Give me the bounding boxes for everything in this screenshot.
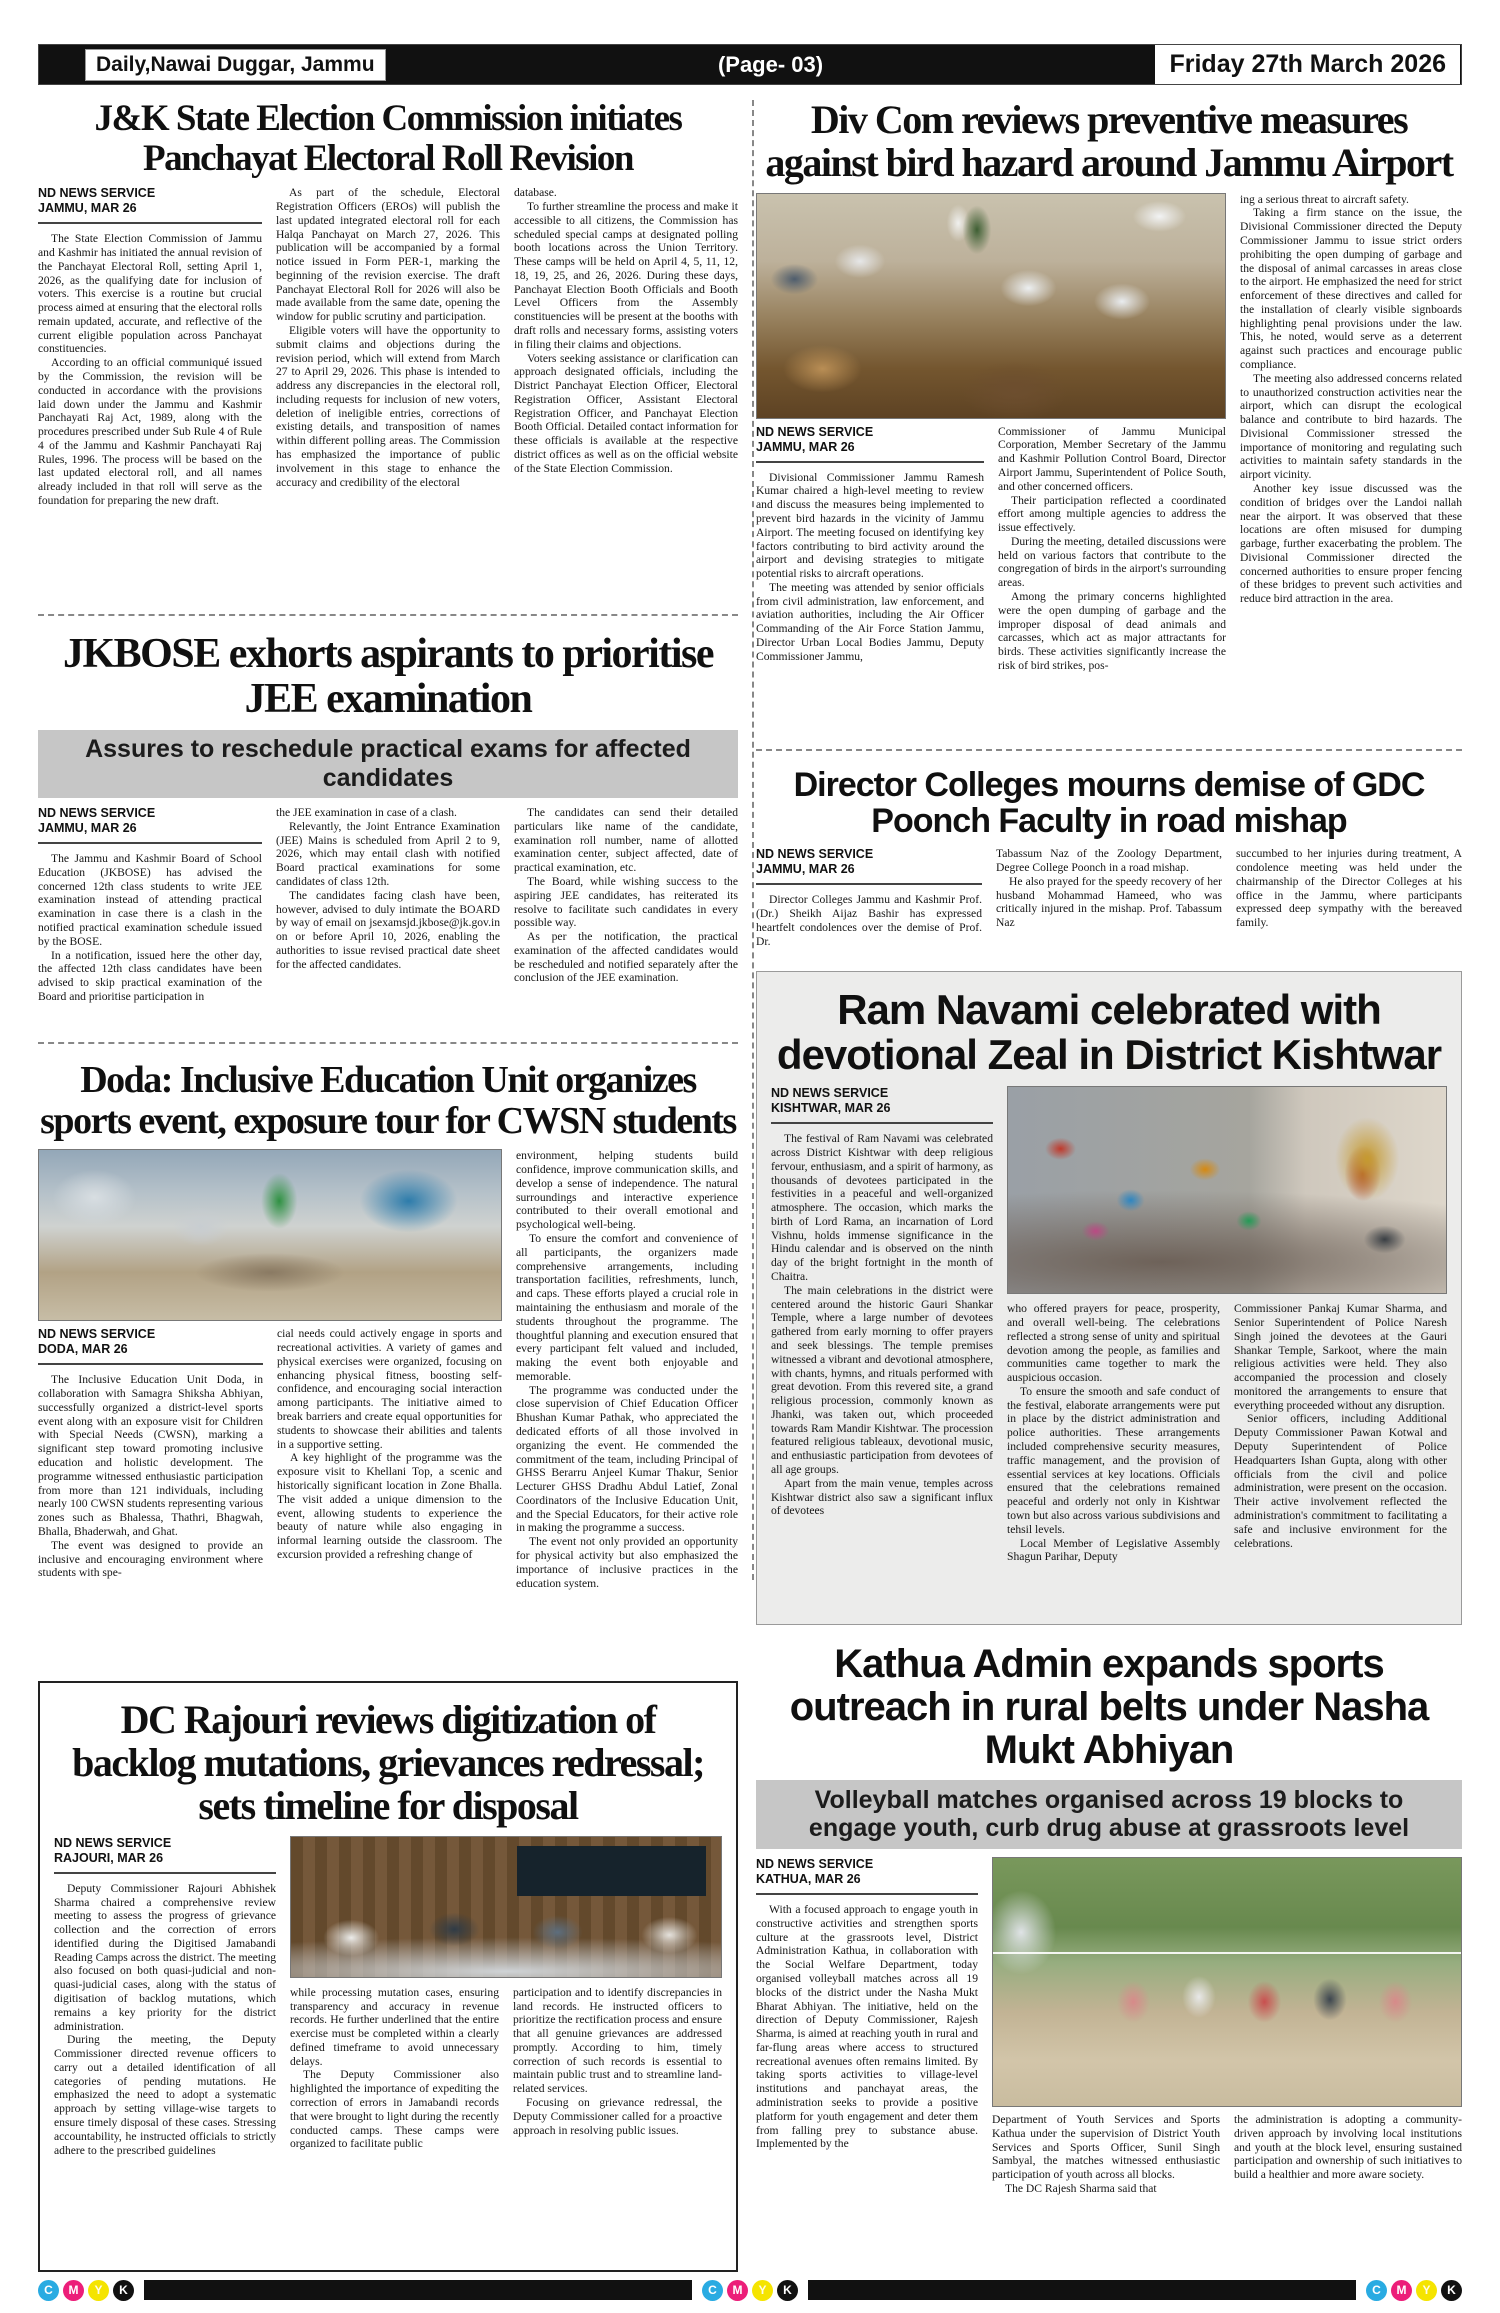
paragraph: ing a serious threat to aircraft safety. <box>1240 192 1409 206</box>
headline: DC Rajouri reviews digitization of backlog mutations, grievances redressal; sets timeline for disposal <box>72 1697 704 1828</box>
text-column <box>1240 193 1462 741</box>
black-mark-icon: K <box>113 2280 134 2301</box>
yellow-mark-icon: Y <box>88 2280 109 2301</box>
print-registration-footer <box>0 2272 1500 2313</box>
article-text <box>756 471 984 664</box>
article-text <box>756 1903 978 2151</box>
paragraph: According to an official communiqué issued by the Commission, the revision will be conducted in accordance with the provisions laid down under the Jammu and Kashmir Panchayati Raj Act, 1989, along with the procedures prescribed under Sub Rule 4 of Rule 4 of the Jammu and Kashmir Panchayati Raj Rules, 1996. The process will be based on the last updated electoral roll, and all names already included in that roll will serve as the foundation for preparing the new draft. <box>38 356 262 507</box>
paragraph: Divisional Commissioner Jammu Ramesh Kumar chaired a high-level meeting to review and discuss the measures being implemented to prevent bird hazards in the vicinity of Jammu Airport. The meeting focused on identifying key factors contributing to bird activity around the airport and devising strategies to mitigate potential risks to aircraft operations. <box>756 470 984 581</box>
text-column <box>514 806 738 1034</box>
text-column <box>290 1986 499 2200</box>
byline <box>38 1327 263 1365</box>
edition-date: Friday 27th March 2026 <box>1155 45 1460 84</box>
photo-and-text-area <box>38 1149 502 1667</box>
headline: Doda: Inclusive Education Unit organizes sports event, exposure tour for CWSN students <box>40 1059 736 1142</box>
paragraph: The State Election Commission of Jammu and Kashmir has initiated the annual revision of the Panchayat Electoral Roll, setting April 1, 2026, as the qualifying date for inclusion of voters. This exercise is a routine but crucial process aimed at ensuring that the electoral rolls remain updated, accurate, and reflective of the current eligible population across Panchayat constituencies. <box>38 232 262 356</box>
text-column <box>276 806 500 1034</box>
paragraph: Among the primary concerns highlighted were the open dumping of garbage and the improper disposal of dead animals and carcasses, which act as major attractants for birds. These activities significantly increase the risk of bird strikes, pos- <box>998 589 1226 672</box>
paragraph: With a focused approach to engage youth in constructive activities and strengthen sports culture at the grassroots level, District Administration Kathua, in collaboration with the Social Welfare Department, today organised volleyball matches across all 19 blocks of the district under the Nasha Mukt Bharat Abhiyan. The initiative, held on the direction of Deputy Commissioner, Rajesh Sharma, is aimed at reaching youth in rural and far-flung areas where access to structured recreational avenues often remains limited. By taking sports activities to village-level institutions and panchayat areas, the administration seeks to provide a positive platform for youth engagement and deter them from falling prey to substance abuse. Implemented by the <box>756 1903 978 2151</box>
text-column <box>277 1327 502 1627</box>
paragraph: During the meeting, detailed discussions were held on various factors that contribute to the congregation of birds in the airport's surrounding areas. <box>998 534 1226 590</box>
text-column <box>54 1836 276 2260</box>
paragraph: Relevantly, the Joint Entrance Examination (JEE) Mains is scheduled from April 2 to 9, 2026, which may entail clash with notified Board practical examinations for some candidates of class 12th. <box>276 819 500 888</box>
text-column <box>1234 1302 1447 1614</box>
byline-agency: ND NEWS SERVICE <box>771 1086 889 1101</box>
byline-dateline: DODA, MAR 26 <box>38 1342 128 1357</box>
paragraph: Deputy Commissioner Rajouri Abhishek Sharma chaired a comprehensive review meeting to assess the progress of grievance collection and the correction of errors identified during the Digitised Jamabandi Reading Camps across the district. The meeting also focused on both quasi-judicial and non-quasi-judicial cases, along with the status of digitisation of backlog mutations, which remains a key priority for the district administration. <box>54 1881 276 2033</box>
byline-agency: ND NEWS SERVICE <box>756 1857 874 1872</box>
paragraph: To further streamline the process and make it accessible to all citizens, the Commission has scheduled special camps at designated polling booth locations across the Union Territory. These camps will be held on April 4, 5, 11, 12, 18, 19, 25, and 26, 2026. During these days, Panchayat Election Booth Officials and Booth Level Officers from the Assembly constituencies will be present at the booths with draft rolls and necessary forms, assisting voters in filing their claims and objections. <box>514 199 738 351</box>
paragraph: Director Colleges Jammu and Kashmir Prof. (Dr.) Sheikh Aijaz Bashir has expressed heartfelt condolences over the demise of Prof. Dr. <box>756 893 982 948</box>
paragraph: The meeting was attended by senior officials from civil administration, law enforcement, and aviation authorities, including the Air Officer Commanding of the Air Force Station Jammu, Director Urban Local Bodies Jammu, Deputy Commissioner Jammu, <box>756 580 984 663</box>
headline: Director Colleges mourns demise of GDC Poonch Faculty in road mishap <box>793 765 1425 840</box>
paragraph: succumbed to her injuries during treatment, A condolence meeting was held under the chairmanship of the Director Colleges at his office in the Jammu, where participants expressed deep sympathy with the bereaved family. <box>1236 847 1462 930</box>
article-text <box>756 893 982 948</box>
article-text <box>38 232 262 508</box>
column-divider <box>752 100 754 1580</box>
procession-temple-photo <box>1007 1086 1447 1294</box>
byline-agency: ND NEWS SERVICE <box>38 806 156 821</box>
paragraph: environment, helping students build confidence, improve communication skills, and develop a sense of independence. The natural surroundings and interactive experience contributed to their overall emotional and psychological well-being. <box>516 1149 738 1232</box>
article-text <box>38 1373 263 1580</box>
article-jkbose-jee <box>38 614 738 1034</box>
byline-dateline: RAJOURI, MAR 26 <box>54 1850 164 1865</box>
registration-bar <box>144 2280 692 2300</box>
paragraph: Tabassum Naz of the Zoology Department, Degree College Poonch in a road mishap. <box>996 847 1222 875</box>
cyan-mark-icon: C <box>1366 2280 1387 2301</box>
yellow-mark-icon: Y <box>1416 2280 1437 2301</box>
black-mark-icon: K <box>1441 2280 1462 2301</box>
paragraph: while processing mutation cases, ensuring transparency and accuracy in revenue records. He further underlined that the entire exercise must be completed within a clearly defined timeframe to avoid unnecessary delays. <box>290 1985 499 2068</box>
text-column <box>992 2113 1220 2213</box>
paragraph: The main celebrations in the district were centered around the historic Gauri Shankar Temple, where a large number of devotees gathered from early morning to offer prayers and seek blessings. The temple premises witnessed a vibrant and devotional atmosphere, with chants, hymns, and rituals performed with great devotion. From this revered site, a grand religious procession, commonly known as Jhanki, was taken out, which proceeded towards Ram Mandir Kishtwar. The procession featured religious tableaux, devotional music, and enthusiastic participation from devotees of all age groups. <box>771 1283 993 1476</box>
text-column <box>516 1149 738 1667</box>
subheadline: Assures to reschedule practical exams for affected candidates <box>38 730 738 798</box>
headline: JKBOSE exhorts aspirants to prioritise JEE examination <box>62 631 713 723</box>
page-number: (Page- 03) <box>717 51 824 77</box>
paragraph: The Jammu and Kashmir Board of School Education (JKBOSE) has advised the concerned 12th class students to write JEE examination instead of attending practical examination in case there is a clash in the notified practical examination schedule issued by the BOSE. <box>38 852 262 948</box>
byline-dateline: JAMMU, MAR 26 <box>756 862 855 877</box>
text-column <box>1234 2113 1462 2213</box>
byline <box>756 425 984 463</box>
text-column <box>514 186 738 606</box>
text-column <box>756 425 984 703</box>
paragraph: Taking a firm stance on the issue, the Divisional Commissioner directed the Deputy Commissioner Jammu to issue strict orders prohibiting the open dumping of garbage and the disposal of animal carcasses in areas close to the airport. He emphasized the need for strict enforcement of these directives and called for the installation of clearly visible signboards highlighting penal provisions under the law. This, he noted, would serve as a deterrent against such practices and encourage public compliance. <box>1240 206 1462 371</box>
paragraph: The Board, while wishing success to the aspiring JEE candidates, has reiterated its resolve to facilitate such candidates in every possible way. <box>514 874 738 930</box>
paragraph: Another key issue discussed was the condition of bridges over the Landoi nallah near the airport. It was observed that these locations are often misused for dumping garbage, further exacerbating the problem. The Divisional Commissioner directed the concerned authorities to ensure proper fencing of these bridges to prevent such activities and reduce bird attraction in the area. <box>1240 482 1462 606</box>
paragraph: who offered prayers for peace, prosperity, and overall well-being. The celebrations reflected a strong sense of unity and spiritual devotion among the people, as families and communities came together to mark the auspicious occasion. <box>1007 1302 1220 1385</box>
registration-bar <box>808 2280 1356 2300</box>
paragraph: Senior officers, including Additional Deputy Commissioner Pawan Kotwal and Deputy Superintendent of Police Headquarters Ishan Gupta, along with other officials from the civil and police administration, were present on the occasion. Their active involvement reflected the administration's commitment to facilitating a safe and inclusive environment for the celebrations. <box>1234 1412 1447 1550</box>
magenta-mark-icon: M <box>63 2280 84 2301</box>
paragraph: As part of the schedule, Electoral Registration Officers (EROs) will publish the last updated integrated electoral roll for each Halqa Panchayat on March 27, 2026. This publication will be accompanied by a formal notice issued in Form PER-1, marking the beginning of the revision exercise. The draft Panchayat Electoral Roll for 2026 will also be made available from the same date, opening the window for public scrutiny and participation. <box>276 186 500 324</box>
paragraph: To ensure the comfort and convenience of all participants, the organizers made comprehensive arrangements, including transportation facilities, refreshments, lunch, and caps. These efforts played a crucial role in maintaining the enthusiasm and morale of the students throughout the programme. The thoughtful planning and execution ensured that every participant felt valued and included, making the event both enjoyable and memorable. <box>516 1232 738 1383</box>
article-election-roll-revision <box>38 91 738 606</box>
black-mark-icon: K <box>777 2280 798 2301</box>
magenta-mark-icon: M <box>1391 2280 1412 2301</box>
paragraph: The meeting also addressed concerns related to unauthorized construction activities near the airport, which can disrupt the ecological balance and contribute to bird hazards. The Divisional Commissioner stressed the importance of monitoring and regulating such activities to maintain safety standards in the airport vicinity. <box>1240 371 1462 482</box>
article-text <box>54 1882 276 2158</box>
headline: Ram Navami celebrated with devotional Zeal in District Kishtwar <box>776 986 1442 1079</box>
text-column <box>771 1086 993 1606</box>
byline-agency: ND NEWS SERVICE <box>38 1327 156 1342</box>
byline <box>756 1857 978 1895</box>
photo-and-text-area <box>992 1857 1462 2213</box>
byline <box>38 186 262 224</box>
article-director-colleges-condolence <box>756 749 1462 964</box>
text-column <box>1236 847 1462 963</box>
cwsn-group-photo <box>38 1149 502 1321</box>
right-column-group <box>756 91 1462 2213</box>
cmyk-marks <box>38 2280 134 2301</box>
volleyball-team-photo <box>992 1857 1462 2107</box>
byline <box>771 1086 993 1124</box>
text-column <box>756 847 982 963</box>
paragraph: During the meeting, the Deputy Commissioner directed revenue officers to carry out a detailed identification of all categories of pending mutations. He emphasized the need to adopt a systematic approach by setting village-wise targets to ensure timely disposal of these cases. Stressing accountability, he instructed officials to strictly adhere to the prescribed guidelines <box>54 2033 276 2157</box>
byline-dateline: JAMMU, MAR 26 <box>756 439 855 454</box>
article-divcom-bird-hazard <box>756 91 1462 741</box>
text-column <box>756 1857 978 2213</box>
paragraph: He also prayed for the speedy recovery of her husband Mohammad Hameed, who was critically injured in the mishap. Prof. Tabassum Naz <box>996 874 1222 930</box>
byline-agency: ND NEWS SERVICE <box>756 424 874 439</box>
text-column <box>38 186 262 606</box>
masthead <box>38 44 1462 85</box>
article-kathua-sports-outreach <box>756 1635 1462 2213</box>
paragraph: Focusing on grievance redressal, the Deputy Commissioner called for a proactive approach in resolving public issues. <box>513 2095 722 2137</box>
article-rajouri-mutations <box>38 1681 738 2271</box>
text-column <box>998 425 1226 703</box>
paragraph: The event was designed to provide an inclusive and encouraging environment where students with spe- <box>38 1538 263 1580</box>
headline: J&K State Election Commission initiates Panchayat Electoral Roll Revision <box>94 98 682 179</box>
byline-dateline: KISHTWAR, MAR 26 <box>771 1101 891 1116</box>
yellow-mark-icon: Y <box>752 2280 773 2301</box>
text-column <box>1007 1302 1220 1614</box>
text-column <box>38 806 262 1034</box>
paragraph: Eligible voters will have the opportunity to submit claims and objections during the revision period, which will extend from March 27 to April 29, 2026. This phase is intended to address any discrepancies in the electoral roll, including requests for inclusion of new voters, deletion of ineligible entries, corrections of existing details, and transposition of names within different polling areas. The Commission has emphasized the importance of public involvement in this stage to enhance the accuracy and credibility of the electoral <box>276 323 500 489</box>
paragraph: Their participation reflected a coordinated effort among multiple agencies to address the issue effectively. <box>998 493 1226 535</box>
byline-dateline: JAMMU, MAR 26 <box>38 821 137 836</box>
cyan-mark-icon: C <box>38 2280 59 2301</box>
cmyk-marks <box>1366 2280 1462 2301</box>
paragraph: the administration is adopting a community-driven approach by involving local institutions and youth at the block level, ensuring sustained participation and ownership of such initiatives to build a healthier and more aware society. <box>1234 2113 1462 2182</box>
byline-dateline: JAMMU, MAR 26 <box>38 201 137 216</box>
paragraph: The festival of Ram Navami was celebrated across District Kishtwar with deep religious fervour, enthusiasm, and a spirit of harmony, as thousands of devotees participated in the festivities in a peaceful and well-organized atmosphere. The occasion, which marks the birth of Lord Rama, an incarnation of Lord Vishnu, holds immense significance in the Hindu calendar and is observed on the ninth day of the bright fortnight in the month of Chaitra. <box>771 1132 993 1284</box>
paragraph: The candidates can send their detailed particulars like name of the candidate, examination roll number, name of allotted examination center, subject affected, date of practical examination, etc. <box>514 806 738 875</box>
byline-agency: ND NEWS SERVICE <box>756 847 874 862</box>
text-column <box>276 186 500 606</box>
article-text <box>771 1132 993 1518</box>
paragraph: The Inclusive Education Unit Doda, in collaboration with Samagra Shiksha Abhiyan, successfully organized a district-level sports event along with an exposure visit for Children with Special Needs (CWSN), marking a significant step toward promoting inclusive education and holistic development. The programme witnessed enthusiastic participation from more than 121 individuals, including nearly 100 CWSN students representing various zones such as Bhalessa, Thathri, Bhagwah, Bhalla, Bhaderwah, and Ghat. <box>38 1373 263 1538</box>
text-column <box>996 847 1222 963</box>
byline <box>54 1836 276 1874</box>
paragraph: The candidates facing clash have been, however, advised to duly intimate the BOARD by way of email on jsexamsjd.jkbose@jk.gov.in on or before April 10, 2026, enabling the authorities to issue revised practical date sheet for the affected candidates. <box>276 888 500 971</box>
text-column <box>38 1327 263 1627</box>
paragraph: The Deputy Commissioner also highlighted the importance of expediting the correction of errors in Jamabandi records that were brought to light during the recently conducted camps. These camps were organized to facilitate public <box>290 2068 499 2151</box>
paragraph: A key highlight of the programme was the exposure visit to Khellani Top, a scenic and historically significant location in Zone Bhalla. The visit added a unique dimension to the event, allowing students to experience the beauty of nature while also engaging in informal learning outside the classroom. The excursion provided a refreshing change of <box>277 1451 502 1561</box>
paragraph: The DC Rajesh Sharma said that <box>1005 2182 1157 2196</box>
byline <box>38 806 262 844</box>
article-text <box>38 852 262 1004</box>
paragraph: The programme was conducted under the close supervision of Chief Education Officer Bhushan Kumar Pathak, who appreciated the dedicated efforts of all those involved in organizing the event. He commended the commitment of the team, including Principal of GHSS Berarru Anjeel Kumar Thakur, Senior Lecturer GHSS Dradhu Abdul Latief, Zonal Coordinators of the Inclusive Education Unit, and the Special Educators, for their active role in making the programme a success. <box>516 1383 738 1535</box>
review-meeting-photo <box>290 1836 722 1978</box>
newspaper-name: Daily,Nawai Duggar, Jammu <box>85 49 386 81</box>
airport-meeting-photo <box>756 193 1226 419</box>
paragraph: Apart from the main venue, temples across Kishtwar district also saw a significant influx of devotees <box>771 1476 993 1518</box>
paragraph: Local Member of Legislative Assembly Shagun Parihar, Deputy <box>1007 1536 1220 1564</box>
headline: Kathua Admin expands sports outreach in rural belts under Nasha Mukt Abhiyan <box>789 1642 1429 1772</box>
magenta-mark-icon: M <box>727 2280 748 2301</box>
paragraph: participation and to identify discrepancies in land records. He instructed officers to prioritize the rectification process and ensure that all genuine grievances are addressed promptly. According to him, timely correction of such records is essential to maintain public trust and to streamline land-related services. <box>513 1985 722 2096</box>
paragraph: Voters seeking assistance or clarification can approach designated officials, including the District Panchayat Election Officer, Electoral Registration Officer, Assistant Electoral Registration Officer, and Panchayat Election Booth Official. Detailed contact information for these officials is available at the respective district offices as well as on the official website of the State Election Commission. <box>514 351 738 475</box>
paragraph: the JEE examination in case of a clash. <box>276 806 457 820</box>
photo-and-text-area <box>290 1836 722 2260</box>
subheadline: Volleyball matches organised across 19 blocks to engage youth, curb drug abuse at grassroots level <box>756 1780 1462 1850</box>
cyan-mark-icon: C <box>702 2280 723 2301</box>
headline: Div Com reviews preventive measures against bird hazard around Jammu Airport <box>765 97 1453 185</box>
byline-dateline: KATHUA, MAR 26 <box>756 1872 861 1887</box>
paragraph: database. <box>514 186 557 200</box>
photo-and-text-area <box>1007 1086 1447 1614</box>
article-doda-cwsn-event <box>38 1042 738 1667</box>
left-column-group <box>38 91 738 2272</box>
article-ram-navami-kishtwar <box>756 971 1462 1625</box>
text-column <box>513 1986 722 2200</box>
paragraph: Department of Youth Services and Sports Kathua under the supervision of District Youth Services and Sports Officer, Sunil Singh Sambyal, the matches witnessed enthusiastic participation of youth across all blocks. <box>992 2113 1220 2182</box>
paragraph: Commissioner of Jammu Municipal Corporation, Member Secretary of the Jammu and Kashmir Pollution Control Board, Director Airport Jammu, Superintendent of Police South, and other concerned officers. <box>998 424 1226 493</box>
cmyk-marks <box>702 2280 798 2301</box>
page-content <box>0 91 1500 2272</box>
paragraph: cial needs could actively engage in sports and recreational activities. A variety of games and physical exercises were organized, focusing on enhancing physical fitness, boosting self-confidence, and encouraging social interaction among participants. The initiative aimed to break barriers and create equal opportunities for students to showcase their abilities and talents in a supportive setting. <box>277 1327 502 1451</box>
paragraph: As per the notification, the practical examination of the affected candidates would be rescheduled and notified separately after the conclusion of the JEE examination. <box>514 930 738 985</box>
paragraph: To ensure the smooth and safe conduct of the festival, elaborate arrangements were put in place by the district administration and police authorities. These arrangements included comprehensive security measures, traffic management, and the provision of essential services at key locations. Officials ensured that the celebrations remained peaceful and orderly not only in Kishtwar town but also across various subdivisions and tehsil levels. <box>1007 1384 1220 1536</box>
paragraph: Commissioner Pankaj Kumar Sharma, and Senior Superintendent of Police Naresh Singh joined the devotees at the Gauri Shankar Temple, Sarkoot, where the main religious activities were held. They also accompanied the procession and closely monitored the arrangements to ensure that everything proceeded without any disruption. <box>1234 1302 1447 1412</box>
byline-agency: ND NEWS SERVICE <box>38 186 156 201</box>
paragraph: In a notification, issued here the other day, the affected 12th class candidates have been advised to skip practical examination of the Board and prioritise participation in <box>38 948 262 1003</box>
photo-and-text-area <box>756 193 1226 741</box>
byline-agency: ND NEWS SERVICE <box>54 1835 172 1850</box>
byline <box>756 847 982 885</box>
paragraph: The event not only provided an opportunity for physical activity but also emphasized the importance of inclusive practices in the education system. <box>516 1535 738 1590</box>
